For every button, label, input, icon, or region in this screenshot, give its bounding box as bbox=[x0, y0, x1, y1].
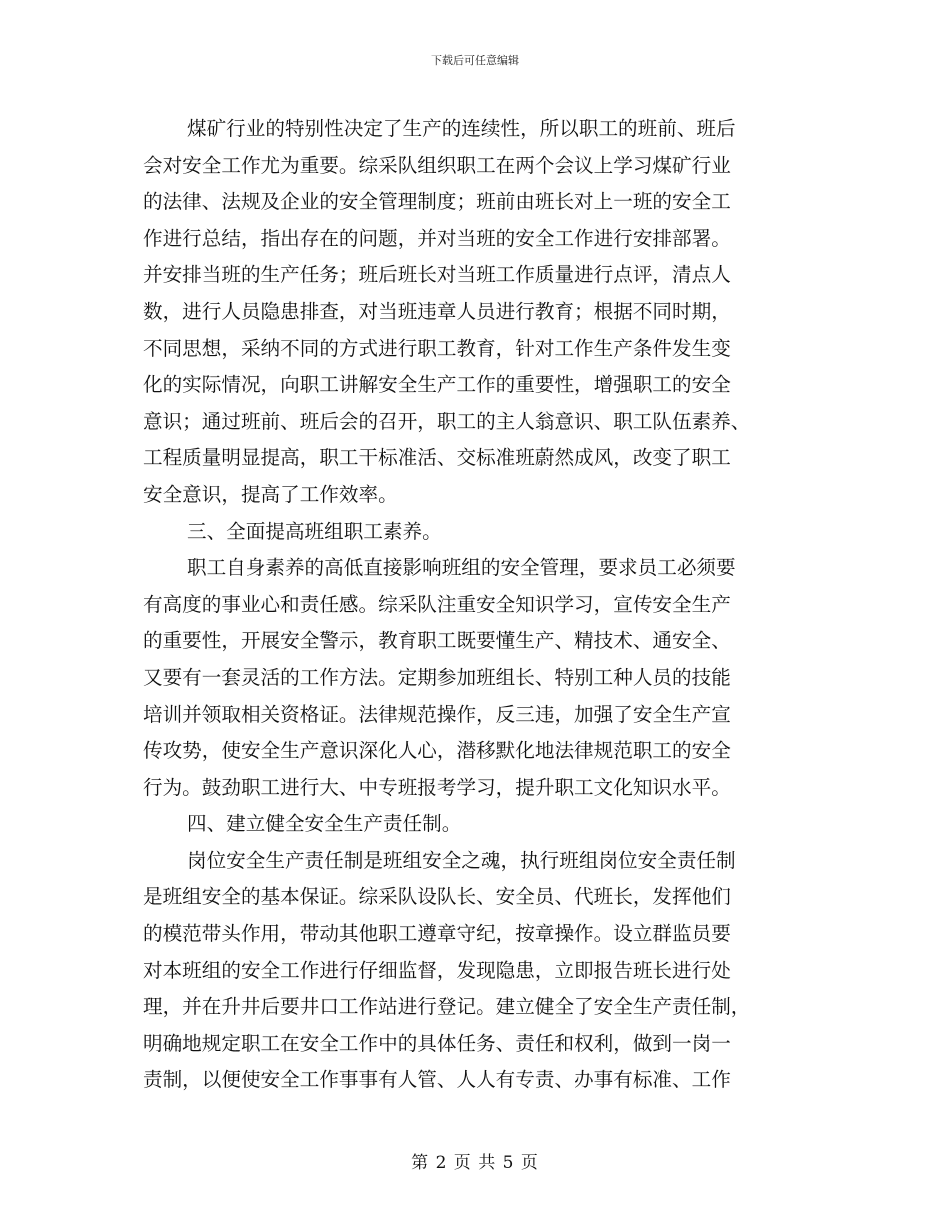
text-line: 岗位安全生产责任制是班组安全之魂，执行班组岗位安全责任制 bbox=[187, 848, 736, 872]
text-line: 明确地规定职工在安全工作中的具体任务、责任和权利，做到一岗一 bbox=[143, 1031, 731, 1055]
text-line: 的模范带头作用，带动其他职工遵章守纪，按章操作。设立群监员要 bbox=[143, 922, 731, 946]
text-line: 有高度的事业心和责任感。综采队注重安全知识学习，宣传安全生产 bbox=[143, 592, 731, 616]
text-line: 三、全面提高班组职工素养。 bbox=[187, 519, 442, 543]
text-line: 行为。鼓劲职工进行大、中专班报考学习，提升职工文化知识水平。 bbox=[143, 775, 731, 799]
text-line: 并安排当班的生产任务；班后班长对当班工作质量进行点评，清点人 bbox=[143, 263, 731, 287]
text-line: 作进行总结，指出存在的问题，并对当班的安全工作进行安排部署。 bbox=[143, 226, 731, 250]
text-line: 是班组安全的基本保证。综采队设队长、安全员、代班长，发挥他们 bbox=[143, 885, 731, 909]
page-header: 下载后可任意编辑 bbox=[431, 54, 519, 67]
text-line: 理，并在升井后要井口工作站进行登记。建立健全了安全生产责任制， bbox=[143, 995, 751, 1019]
text-line: 会对安全工作尤为重要。综采队组织职工在两个会议上学习煤矿行业 bbox=[143, 153, 731, 177]
text-line: 的重要性，开展安全警示，教育职工既要懂生产、精技术、通安全、 bbox=[143, 629, 731, 653]
text-line: 安全意识，提高了工作效率。 bbox=[143, 482, 398, 506]
text-line: 责制，以便使安全工作事事有人管、人人有专责、办事有标准、工作 bbox=[143, 1068, 731, 1092]
text-line: 四、建立健全安全生产责任制。 bbox=[187, 812, 462, 836]
document-body bbox=[143, 111, 813, 1099]
page-number: 第 2 页 共 5 页 bbox=[411, 1153, 539, 1173]
text-line: 传攻势，使安全生产意识深化人心，潜移默化地法律规范职工的安全 bbox=[143, 739, 731, 763]
text-line: 工程质量明显提高，职工干标准活、交标准班蔚然成风，改变了职工 bbox=[143, 446, 731, 470]
text-line: 不同思想，采纳不同的方式进行职工教育，针对工作生产条件发生变 bbox=[143, 336, 731, 360]
text-line: 对本班组的安全工作进行仔细监督，发现隐患，立即报告班长进行处 bbox=[143, 958, 731, 982]
text-line: 培训并领取相关资格证。法律规范操作，反三违，加强了安全生产宣 bbox=[143, 702, 731, 726]
text-line: 意识；通过班前、班后会的召开，职工的主人翁意识、职工队伍素养、 bbox=[143, 409, 751, 433]
text-line: 煤矿行业的特别性决定了生产的连续性，所以职工的班前、班后 bbox=[187, 117, 736, 140]
text-line: 的法律、法规及企业的安全管理制度；班前由班长对上一班的安全工 bbox=[143, 190, 731, 214]
text-line: 数，进行人员隐患排查，对当班违章人员进行教育；根据不同时期， bbox=[143, 299, 731, 323]
text-line: 职工自身素养的高低直接影响班组的安全管理，要求员工必须要 bbox=[187, 556, 736, 580]
text-line: 又要有一套灵活的工作方法。定期参加班组长、特别工种人员的技能 bbox=[143, 665, 731, 689]
text-line: 化的实际情况，向职工讲解安全生产工作的重要性，增强职工的安全 bbox=[143, 373, 731, 397]
